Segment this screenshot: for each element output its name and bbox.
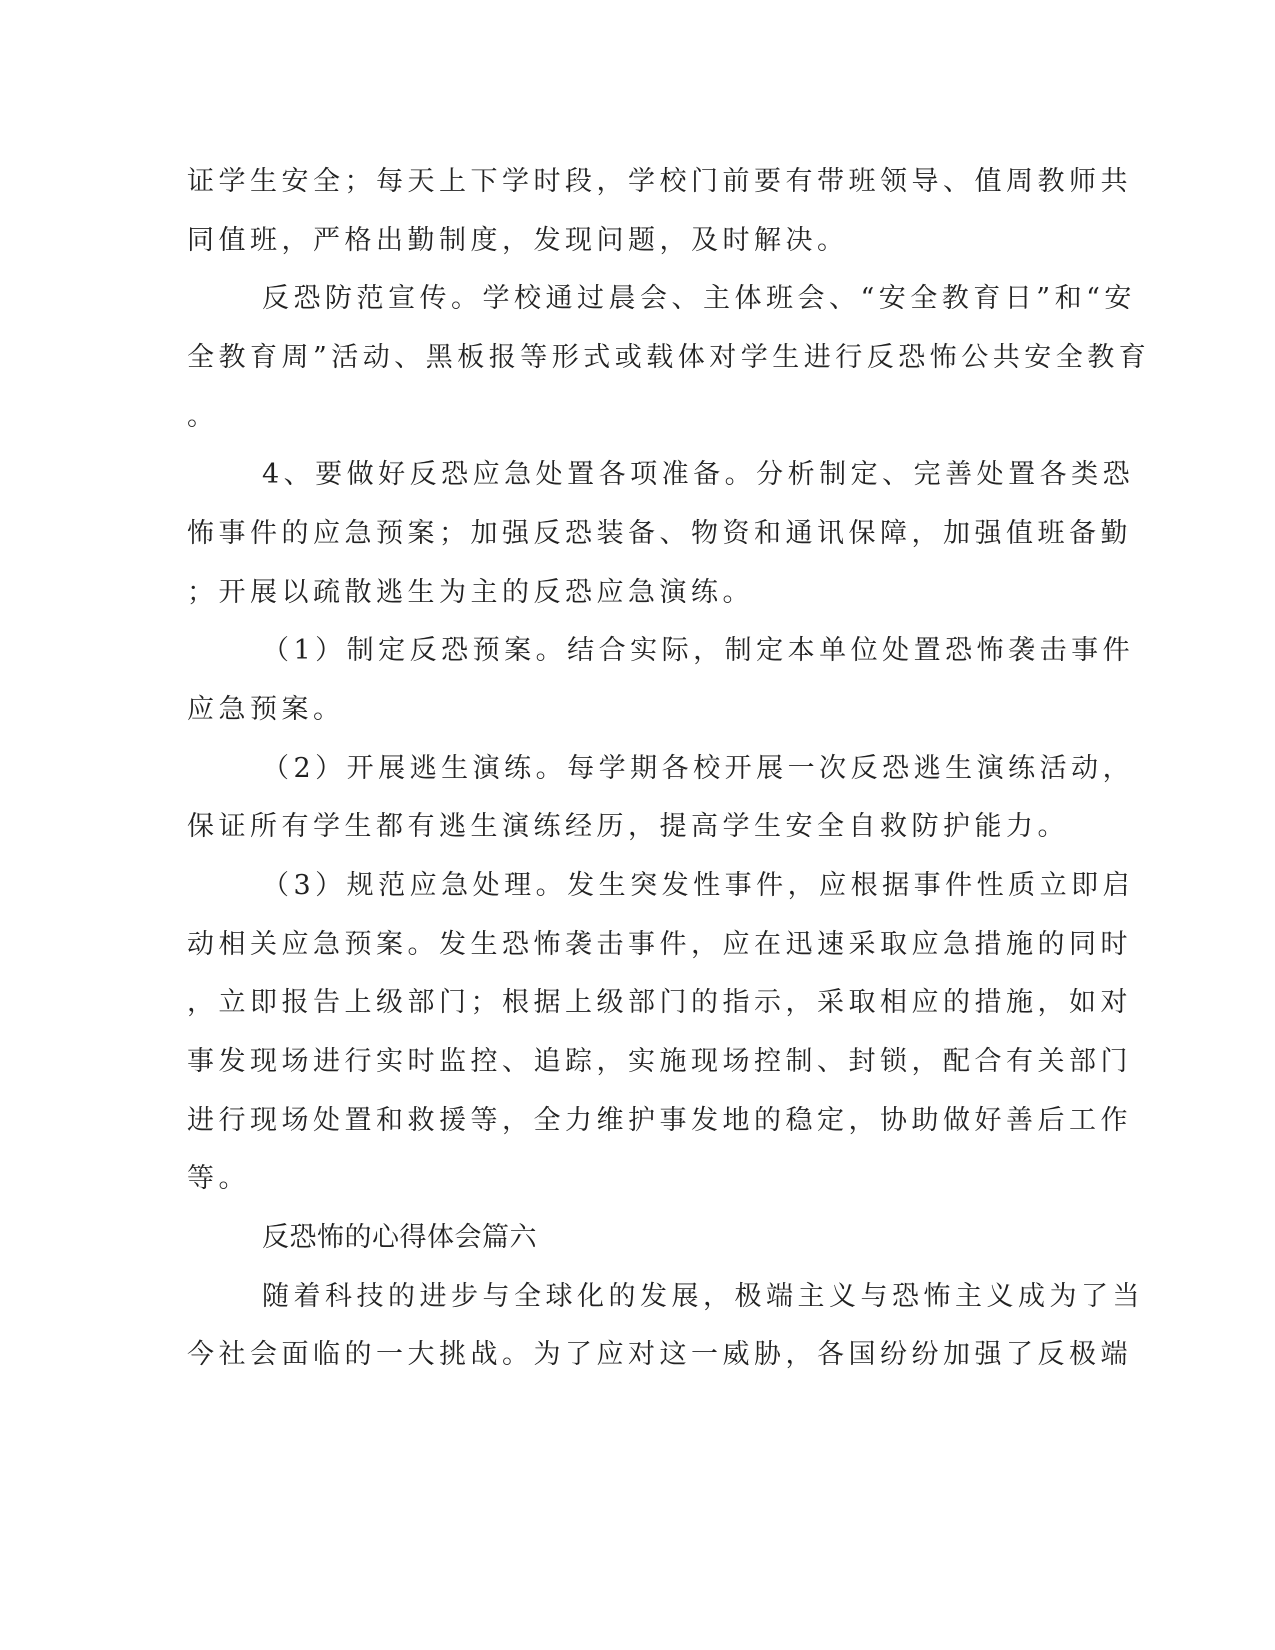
paragraph-line: 反恐防范宣传。学校通过晨会、主体班会、“安全教育日”和“安 <box>262 283 1136 314</box>
paragraph-line: ，立即报告上级部门；根据上级部门的指示，采取相应的措施，如对 <box>187 987 1132 1018</box>
paragraph-line: 4、要做好反恐应急处置各项准备。分析制定、完善处置各类恐 <box>262 459 1135 490</box>
paragraph-line: 动相关应急预案。发生恐怖袭击事件，应在迅速采取应急措施的同时 <box>187 929 1132 960</box>
paragraph-line: 进行现场处置和救援等，全力维护事发地的稳定，协助做好善后工作 <box>187 1105 1132 1136</box>
paragraph-line: 全教育周”活动、黑板报等形式或载体对学生进行反恐怖公共安全教育 <box>187 342 1151 373</box>
paragraph-line: 。 <box>187 401 219 432</box>
paragraph-line: 应急预案。 <box>187 694 345 725</box>
paragraph-line: 今社会面临的一大挑战。为了应对这一威胁，各国纷纷加强了反极端 <box>187 1339 1132 1370</box>
paragraph-line: （3）规范应急处理。发生突发性事件，应根据事件性质立即启 <box>262 870 1135 901</box>
paragraph-line: 等。 <box>187 1163 250 1194</box>
paragraph-line: ；开展以疏散逃生为主的反恐应急演练。 <box>187 577 754 608</box>
paragraph-line: 证学生安全；每天上下学时段，学校门前要有带班领导、值周教师共 <box>187 166 1132 197</box>
paragraph-line: 事发现场进行实时监控、追踪，实施现场控制、封锁，配合有关部门 <box>187 1046 1132 1077</box>
paragraph-line: 保证所有学生都有逃生演练经历，提高学生安全自救防护能力。 <box>187 811 1069 842</box>
paragraph-line: （1）制定反恐预案。结合实际，制定本单位处置恐怖袭击事件 <box>262 635 1135 666</box>
paragraph-line: 随着科技的进步与全球化的发展，极端主义与恐怖主义成为了当 <box>262 1281 1144 1312</box>
paragraph-line: 同值班，严格出勤制度，发现问题，及时解决。 <box>187 225 849 256</box>
section-heading: 反恐怖的心得体会篇六 <box>262 1222 537 1253</box>
paragraph-line: （2）开展逃生演练。每学期各校开展一次反恐逃生演练活动， <box>262 753 1135 784</box>
paragraph-line: 怖事件的应急预案；加强反恐装备、物资和通讯保障，加强值班备勤 <box>187 518 1132 549</box>
